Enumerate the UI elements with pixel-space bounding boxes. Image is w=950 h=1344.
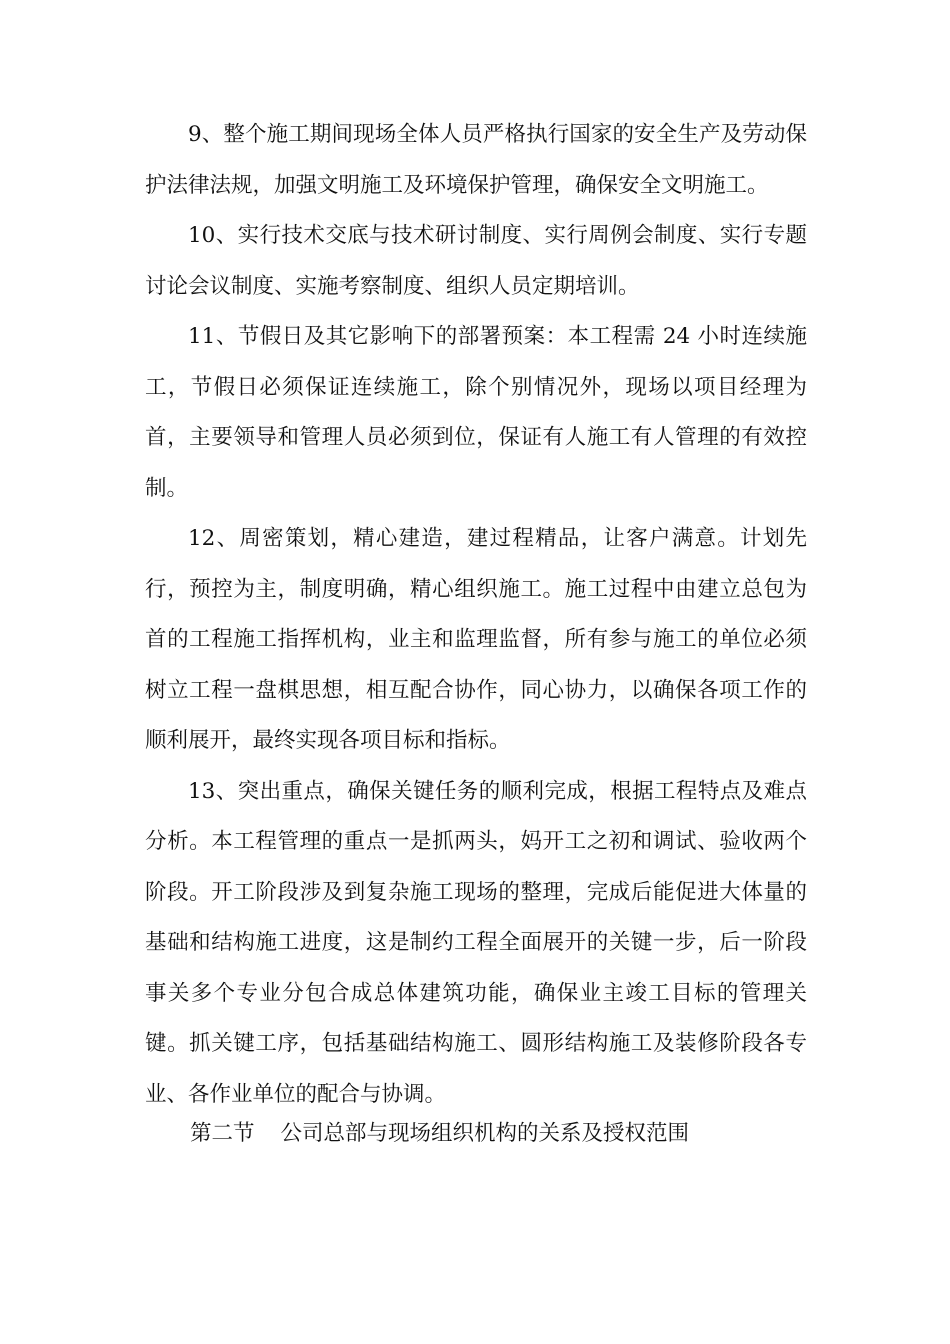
paragraph-9: 9、整个施工期间现场全体人员严格执行国家的安全生产及劳动保护法律法规，加强文明施工及环境保护管理，确保安全文明施工。: [145, 122, 807, 198]
paragraph-11: 11、节假日及其它影响下的部署预案：本工程需 24 小时连续施工，节假日必须保证连续施工，除个别情况外，现场以项目经理为首，主要领导和管理人员必须到位，保证有人施工有人管理的有效控制。: [145, 324, 807, 501]
paragraph-10: 10、实行技术交底与技术研讨制度、实行周例会制度、实行专题讨论会议制度、实施考察制度、组织人员定期培训。: [145, 223, 807, 299]
section-title: 公司总部与现场组织机构的关系及授权范围: [280, 1121, 690, 1146]
document-body: [145, 110, 807, 1120]
paragraph-13: 13、突出重点，确保关键任务的顺利完成，根据工程特点及难点分析。本工程管理的重点一是抓两头，妈开工之初和调试、验收两个阶段。开工阶段涉及到复杂施工现场的整理，完成后能促进大体量的基础和结构施工进度，这是制约工程全面展开的关键一步，后一阶段事关多个专业分包合成总体建筑功能，确保业主竣工目标的管理关键。抓关键工序，包括基础结构施工、圆形结构施工及装修阶段各专业、各作业单位的配合与协调。: [145, 778, 807, 1107]
paragraph-12: 12、周密策划，精心建造，建过程精品，让客户满意。计划先行，预控为主，制度明确，精心组织施工。施工过程中由建立总包为首的工程施工指挥机构，业主和监理监督，所有参与施工的单位必须树立工程一盘棋思想，相互配合协作，同心协力，以确保各项工作的顺利展开，最终实现各项目标和指标。: [145, 526, 807, 753]
section-number: 第二节: [190, 1121, 255, 1146]
section-heading: [190, 1109, 689, 1159]
